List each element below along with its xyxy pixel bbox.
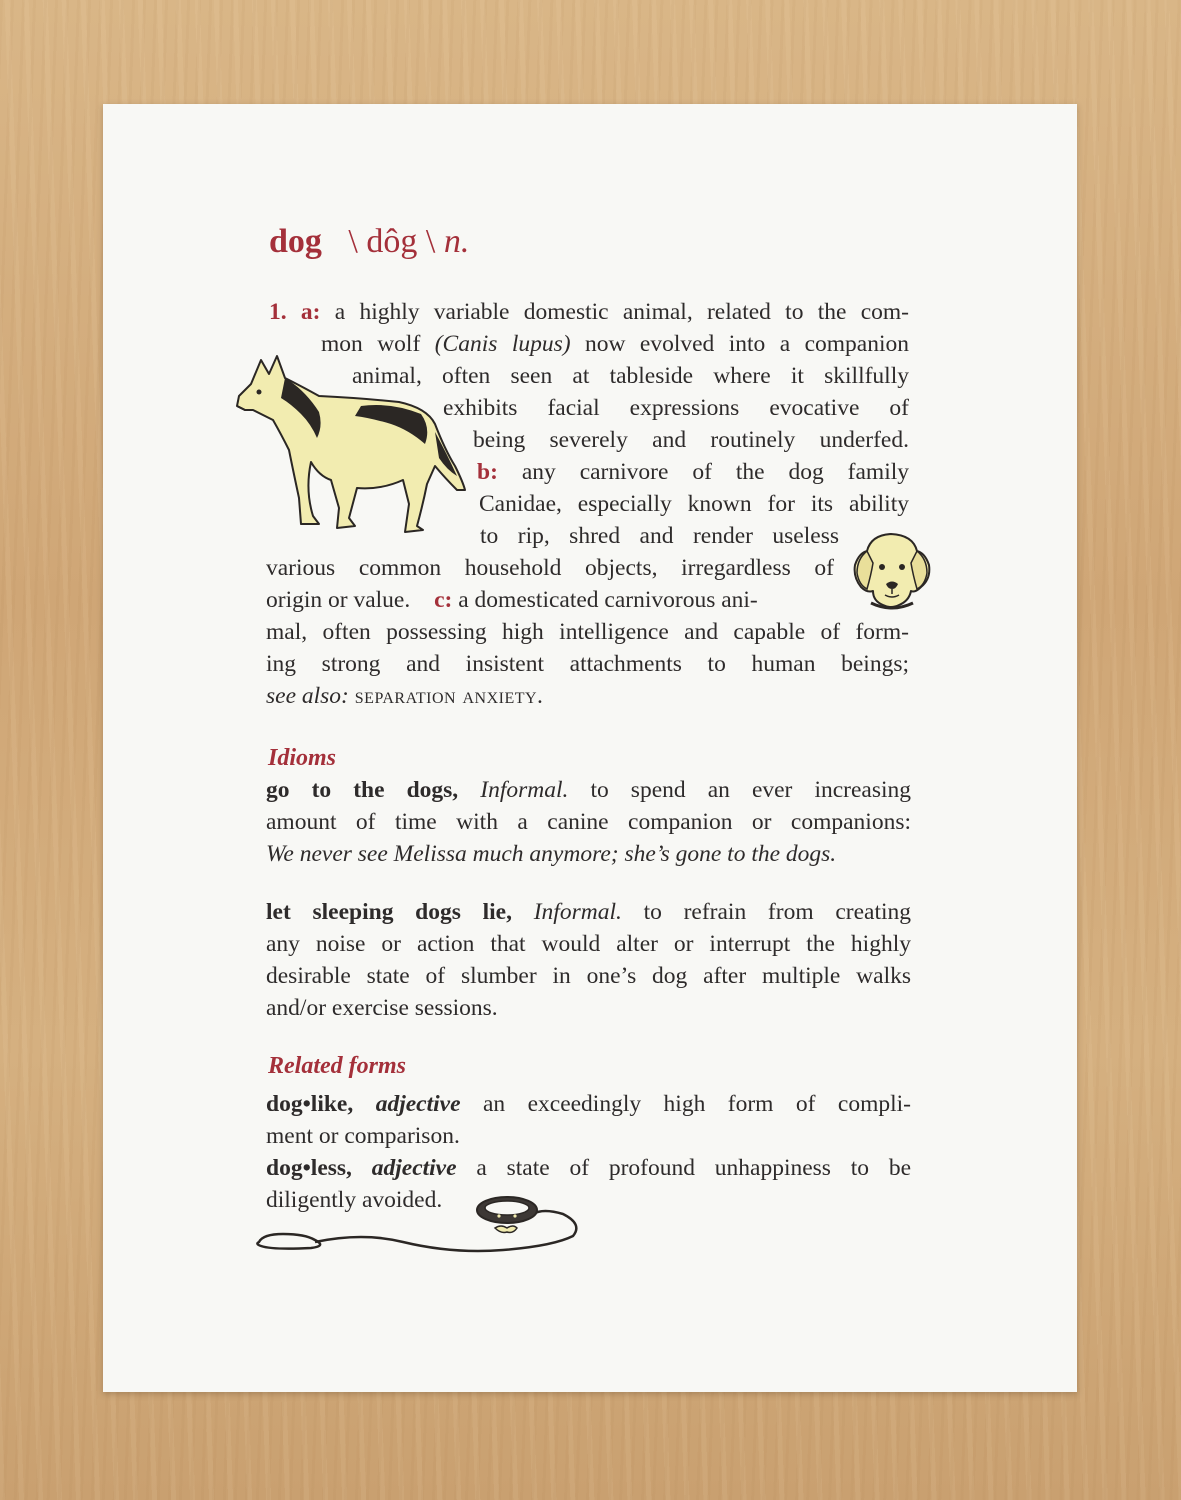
idiom-text: to refrain from creating <box>643 899 912 925</box>
related-form-text: a state of profound unhappiness to be <box>476 1155 912 1181</box>
sense-marker: b: <box>477 459 498 485</box>
definition-line: being severely and routinely underfed. <box>473 427 909 453</box>
definition-text: mon wolf <box>321 331 435 357</box>
idiom-line <box>266 896 911 928</box>
see-also-label: see also: <box>266 683 349 709</box>
definition-line: exhibits facial expressions evocative of <box>443 395 909 421</box>
definition-text: any carnivore of the dog family <box>497 459 909 485</box>
leash-and-collar-illustration <box>253 1184 583 1264</box>
definition-line: ing strong and insistent attachments to human beings; <box>266 651 909 677</box>
headword: dog <box>269 223 322 260</box>
definition-text: origin or value. <box>266 587 411 613</box>
sense-marker: 1. a: <box>269 299 321 325</box>
cross-reference: separation anxiety. <box>354 683 544 709</box>
pronunciation: \ dôg \ <box>348 223 436 260</box>
definition-line <box>321 328 909 360</box>
dog-head-illustration <box>851 529 933 611</box>
idiom-line: desirable state of slumber in one’s dog after multiple walks <box>266 963 911 989</box>
related-form-term: dog•like, <box>266 1091 354 1117</box>
definition-text: now evolved into a companion <box>570 331 909 357</box>
definition-line: various common household objects, irregardless of <box>266 555 834 581</box>
idiom-term: go to the dogs, <box>266 777 459 803</box>
related-form-pos: adjective <box>371 1155 457 1181</box>
related-form-pos: adjective <box>375 1091 461 1117</box>
idiom-line: amount of time with a canine companion or companions: <box>266 809 911 835</box>
entry-heading <box>269 220 469 264</box>
idiom-example: We never see Melissa much anymore; she’s gone to the dogs. <box>266 841 837 867</box>
idiom-line: any noise or action that would alter or interrupt the highly <box>266 931 911 957</box>
related-form-term: dog•less, <box>266 1155 352 1181</box>
definition-line <box>266 584 758 616</box>
definition-line: Canidae, especially known for its ability <box>479 491 909 517</box>
idiom-term: let sleeping dogs lie, <box>266 899 512 925</box>
usage-label: Informal. <box>480 777 569 803</box>
definition-line <box>269 296 909 328</box>
scientific-name: (Canis lupus) <box>434 331 571 357</box>
related-forms-heading: Related forms <box>268 1053 406 1079</box>
definition-line: animal, often seen at tableside where it skillfully <box>352 363 909 389</box>
dictionary-entry <box>103 104 1077 1392</box>
related-form-line <box>266 1152 911 1184</box>
related-form-line <box>266 1088 911 1120</box>
print-paper <box>103 104 1077 1392</box>
idioms-heading: Idioms <box>268 745 337 771</box>
idiom-line <box>266 774 911 806</box>
sense-marker: c: <box>434 587 453 613</box>
definition-line <box>477 456 909 488</box>
definition-line: mal, often possessing high intelligence and capable of form- <box>266 619 909 645</box>
definition-line <box>266 680 543 712</box>
definition-text: a domesticated carnivorous ani- <box>452 587 758 613</box>
related-form-line: ment or comparison. <box>266 1123 460 1149</box>
related-form-line: diligently avoided. <box>266 1187 443 1213</box>
usage-label: Informal. <box>533 899 622 925</box>
idiom-line: and/or exercise sessions. <box>266 995 498 1021</box>
definition-line: to rip, shred and render useless <box>480 523 839 549</box>
idiom-text: to spend an ever increasing <box>590 777 912 803</box>
definition-text: a highly variable domestic animal, related to the com- <box>334 299 910 325</box>
related-form-text: an exceedingly high form of compli- <box>482 1091 912 1117</box>
part-of-speech: n. <box>443 223 470 260</box>
